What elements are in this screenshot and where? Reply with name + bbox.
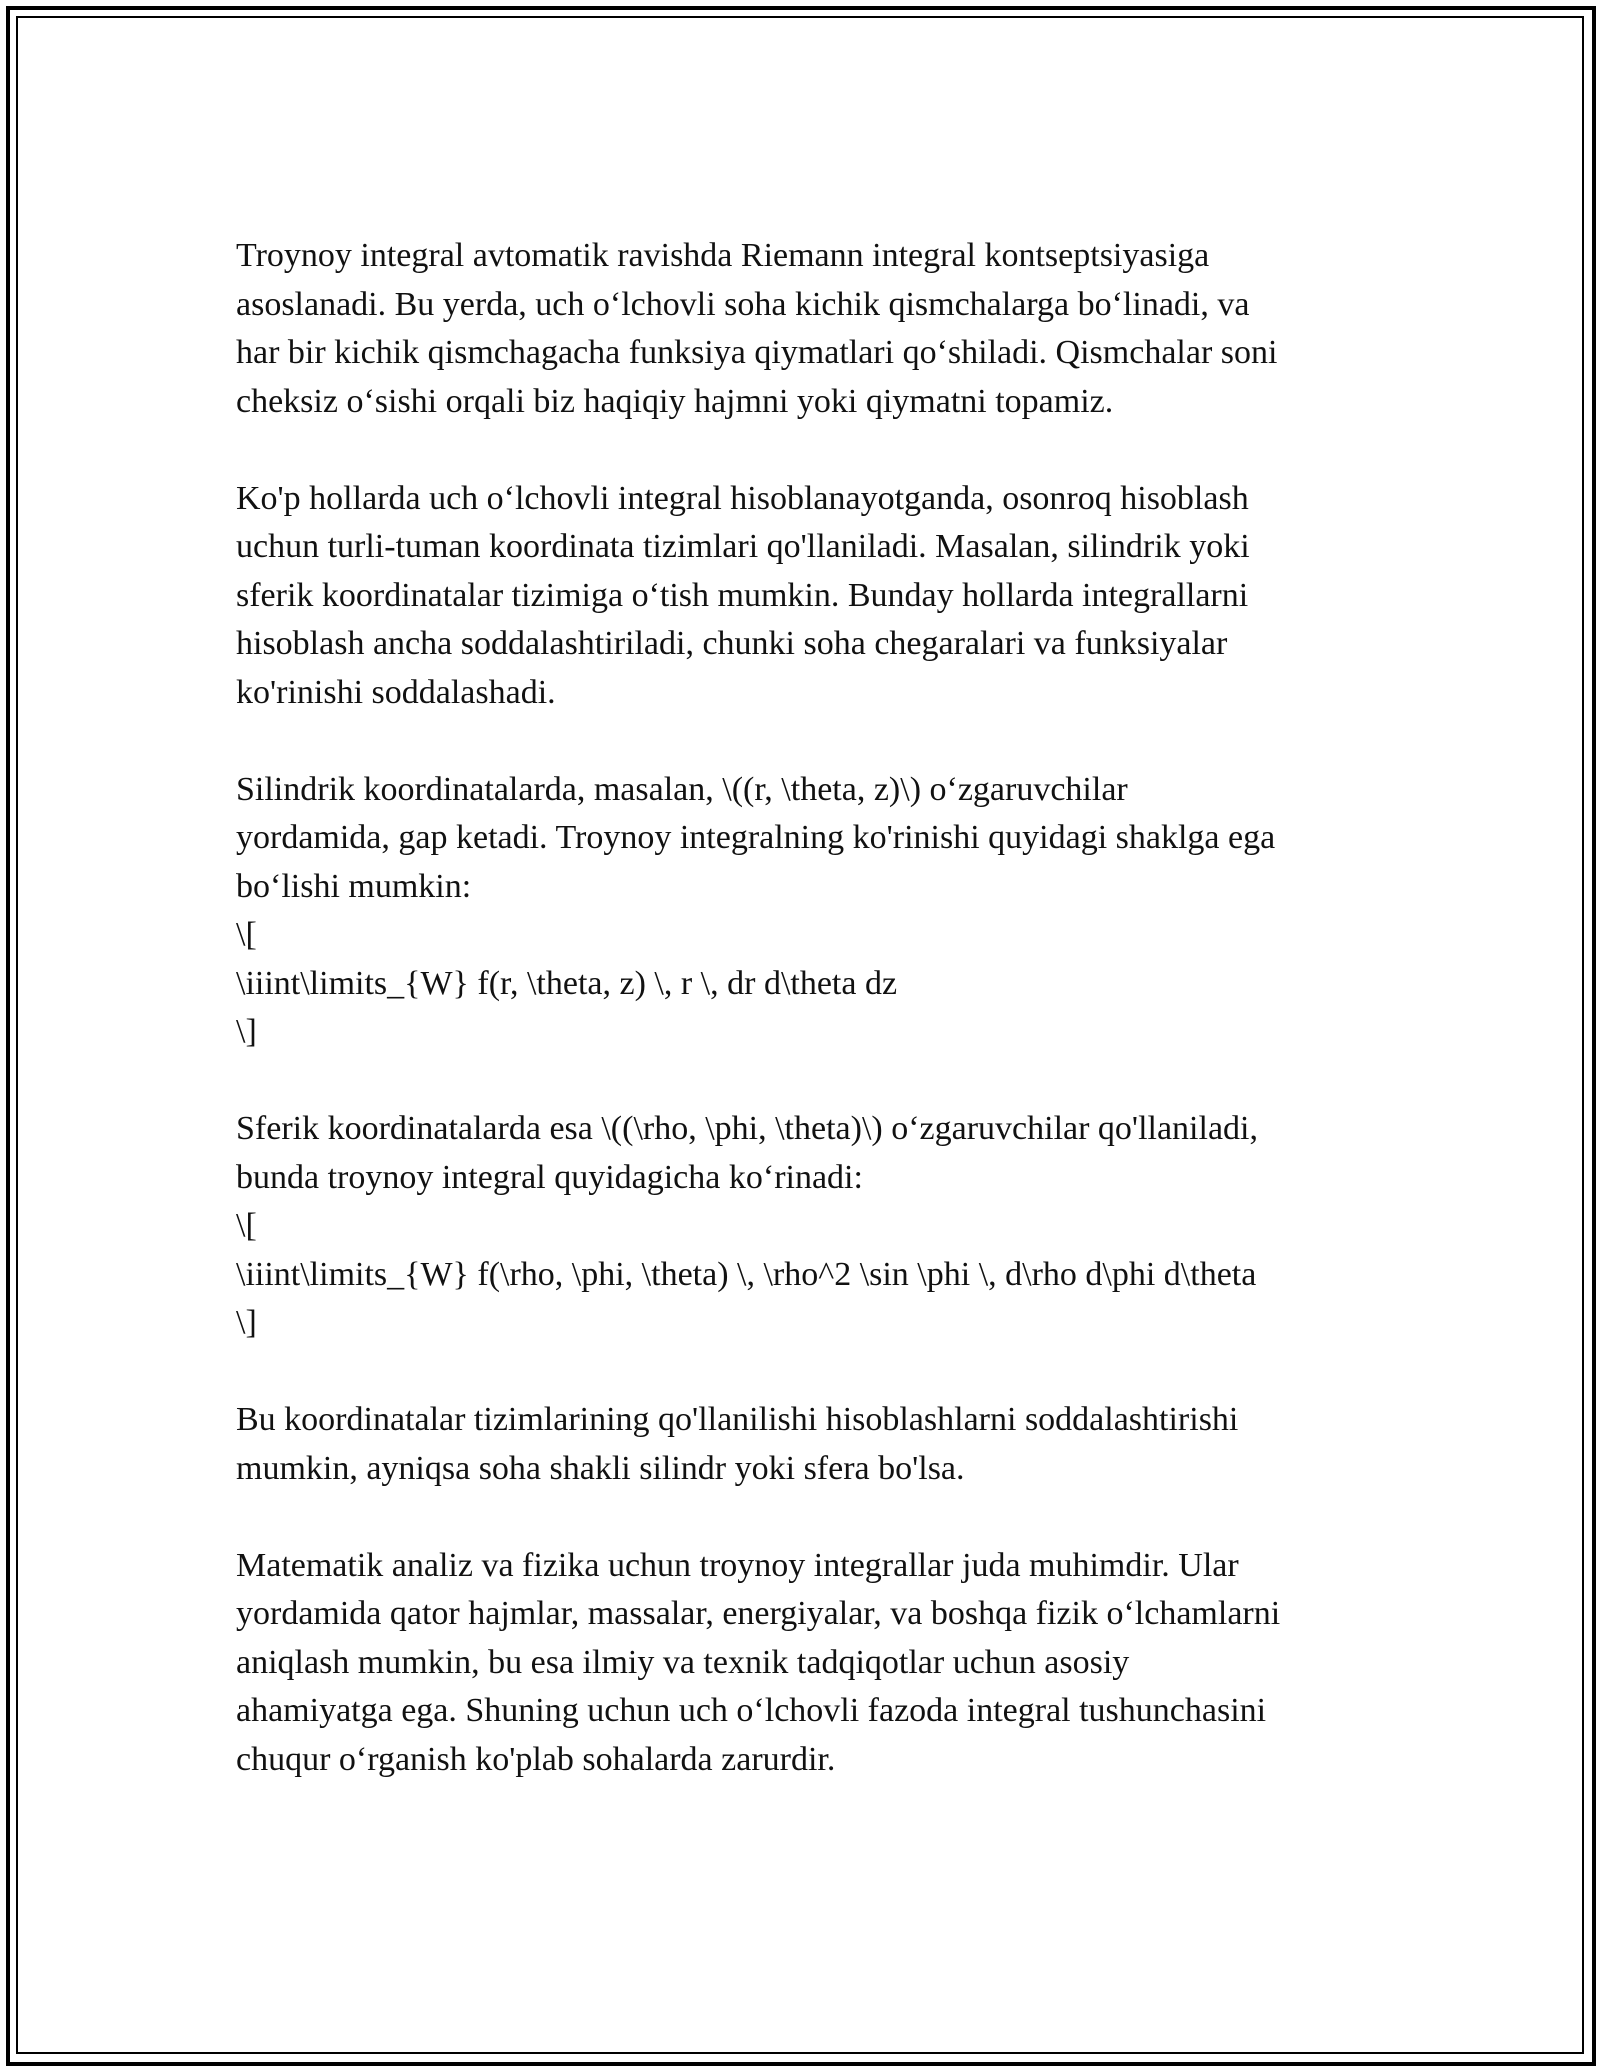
text-line: Ko'p hollarda uch oʻlchovli integral hisoblanayotganda, osonroq hisoblash [236, 479, 1249, 517]
paragraph-spherical [236, 1105, 1376, 1348]
text-line: chuqur oʻrganish ko'plab sohalarda zarurdir. [236, 1740, 836, 1778]
text-line: ahamiyatga ega. Shuning uchun uch oʻlchovli fazoda integral tushunchasini [236, 1692, 1267, 1729]
text-line: Sferik koordinatalarda esa \((\rho, \phi, \theta)\) oʻzgaruvchilar qo'llaniladi, [236, 1110, 1258, 1147]
text-line: asoslanadi. Bu yerda, uch oʻlchovli soha kichik qismchalarga boʻlinadi, va [236, 285, 1250, 323]
document-body [236, 232, 1376, 1833]
text-line: Bu koordinatalar tizimlarining qo'llanilishi hisoblashlarni soddalashtirishi [236, 1401, 1239, 1438]
formula-open: \[ [236, 916, 257, 953]
text-line: bunda troynoy integral quyidagicha koʻrinadi: [236, 1158, 863, 1196]
paragraph-importance [236, 1542, 1376, 1785]
paragraph-cylindrical [236, 766, 1376, 1057]
text-line: cheksiz oʻsishi orqali biz haqiqiy hajmni yoki qiymatni topamiz. [236, 382, 1114, 420]
formula-close: \] [236, 1013, 257, 1050]
text-line: Matematik analiz va fizika uchun troynoy integrallar juda muhimdir. Ular [236, 1546, 1239, 1584]
formula-cylindrical: \iiint\limits_{W} f(r, \theta, z) \, r \, dr d\theta dz [236, 964, 898, 1002]
text-line: sferik koordinatalar tizimiga oʻtish mumkin. Bunday hollarda integrallarni [236, 576, 1249, 614]
text-line: Troynoy integral avtomatik ravishda Riemann integral kontseptsiyasiga [236, 237, 1210, 274]
text-line: aniqlash mumkin, bu esa ilmiy va texnik tadqiqotlar uchun asosiy [236, 1643, 1130, 1681]
formula-open: \[ [236, 1207, 257, 1244]
text-line: har bir kichik qismchagacha funksiya qiymatlari qoʻshiladi. Qismchalar soni [236, 334, 1278, 371]
text-line: boʻlishi mumkin: [236, 867, 472, 905]
text-line: Silindrik koordinatalarda, masalan, \((r, \theta, z)\) oʻzgaruvchilar [236, 770, 1128, 808]
text-line: mumkin, ayniqsa soha shakli silindr yoki sfera bo'lsa. [236, 1449, 965, 1487]
text-line: ko'rinishi soddalashadi. [236, 673, 556, 711]
paragraph-riemann [236, 232, 1376, 426]
paragraph-coordinate-systems [236, 475, 1376, 718]
text-line: yordamida, gap ketadi. Troynoy integralning ko'rinishi quyidagi shaklga ega [236, 819, 1276, 856]
text-line: hisoblash ancha soddalashtiriladi, chunki soha chegaralari va funksiyalar [236, 625, 1228, 662]
text-line: yordamida qator hajmlar, massalar, energiyalar, va boshqa fizik oʻlchamlarni [236, 1595, 1281, 1632]
paragraph-simplification [236, 1396, 1376, 1493]
text-line: uchun turli-tuman koordinata tizimlari qo'llaniladi. Masalan, silindrik yoki [236, 528, 1250, 565]
formula-spherical: \iiint\limits_{W} f(\rho, \phi, \theta) \, \rho^2 \sin \phi \, d\rho d\phi d\theta [236, 1255, 1257, 1293]
formula-close: \] [236, 1304, 257, 1341]
